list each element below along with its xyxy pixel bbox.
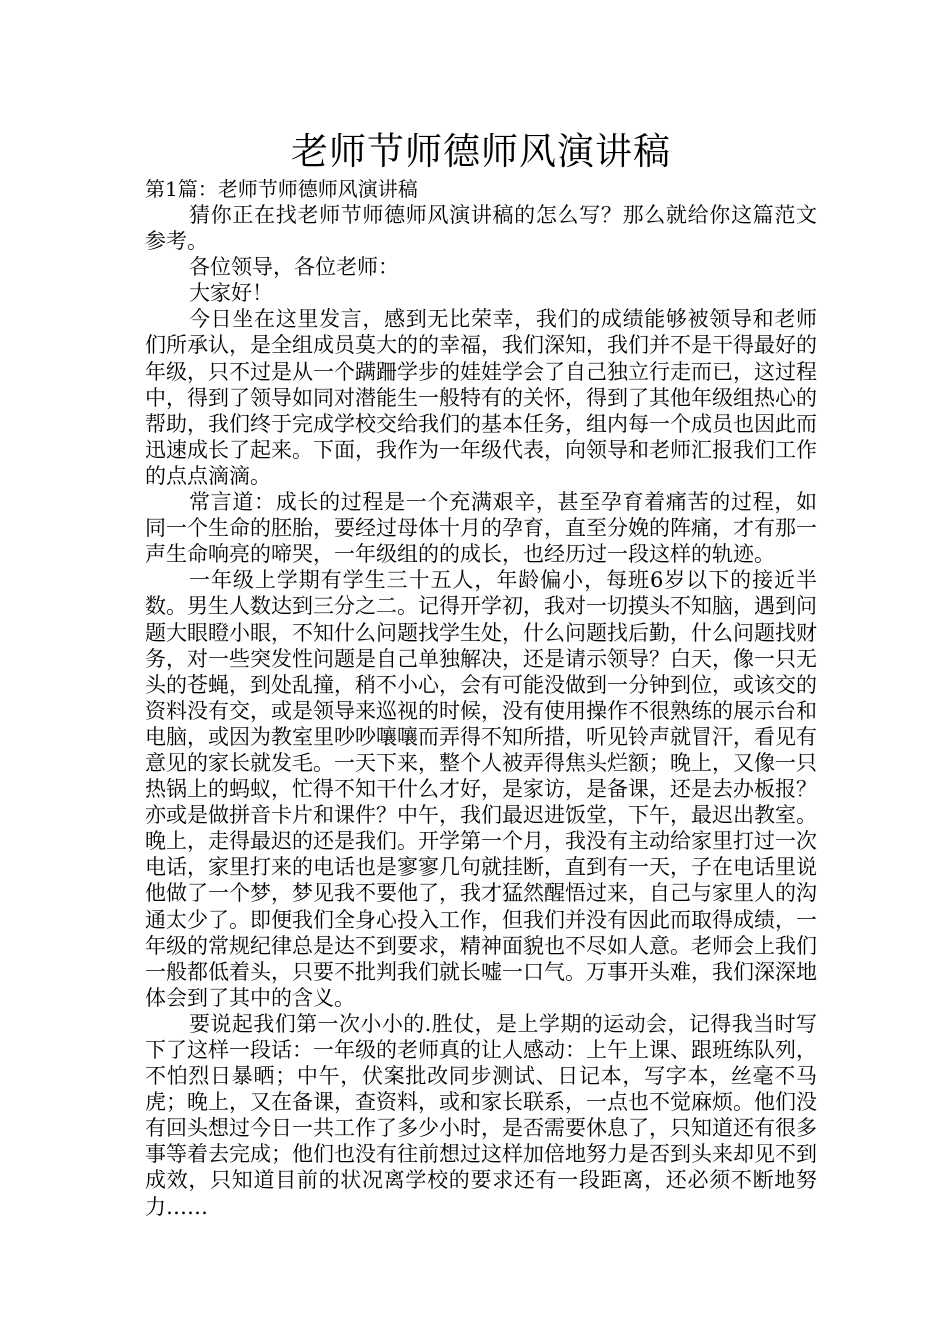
document-page [145, 128, 817, 1220]
paragraph-sports-meet: 要说起我们第一次小小的.胜仗，是上学期的运动会，记得我当时写下了这样一段话：一年级的老师真的让人感动：上午上课、跟班练队列，不怕烈日暴晒；中午，伏案批改同步测试、日记本，写字本，丝毫不马虎；晚上，又在备课，查资料，或和家长联系，一点也不觉麻烦。他们没有回头想过今日一共工作了多少小时，是否需要休息了，只知道还有很多事等着去完成；他们也没有往前想过这样加倍地努力是否到头来却见不到成效，只知道目前的状况离学校的要求还有一段距离，还必须不断地努力…… [145, 1011, 817, 1219]
paragraph-salutation: 各位领导，各位老师： [189, 255, 399, 280]
paragraph-first-semester: 一年级上学期有学生三十五人，年龄偏小，每班6岁以下的接近半数。男生人数达到三分之二。记得开学初，我对一切摸头不知脑，遇到问题大眼瞪小眼，不知什么问题找学生处，什么问题找后勤，什么问题找财务，对一些突发性问题是自己单独解决，还是请示领导？白天，像一只无头的苍蝇，到处乱撞，稍不小心，会有可能没做到一分钟到位，或该交的资料没有交，或是领导来巡视的时候，没有使用操作不很熟练的展示台和电脑，或因为教室里吵吵嚷嚷而弄得不知所措，听见铃声就冒汗，看见有意见的家长就发毛。一天下来，整个人被弄得焦头烂额；晚上，又像一只热锅上的蚂蚁，忙得不知干什么才好，是家访，是备课，还是去办板报？亦或是做拼音卡片和课件？中午，我们最迟进饭堂，下午，最迟出教室。晚上，走得最迟的还是我们。开学第一个月，我没有主动给家里打过一次电话，家里打来的电话也是寥寥几句就挂断，直到有一天，子在电话里说他做了一个梦，梦见我不要他了，我才猛然醒悟过来，自己与家里人的沟通太少了。即便我们全身心投入工作，但我们并没有因此而取得成绩，一年级的常规纪律总是达不到要求，精神面貌也不尽如人意。老师会上我们一般都低着头，只要不批判我们就长嘘一口气。万事开头难，我们深深地体会到了其中的含义。 [145, 568, 817, 1010]
paragraph-intro: 猜你正在找老师节师德师风演讲稿的怎么写？那么就给你这篇范文参考。 [145, 203, 817, 254]
document-title: 老师节师德师风演讲稿 [291, 130, 671, 173]
paragraph-greeting: 大家好！ [189, 281, 273, 306]
paragraph-opening: 今日坐在这里发言，感到无比荣幸，我们的成绩能够被领导和老师们所承认，是全组成员莫大的的幸福，我们深知，我们并不是干得最好的年级，只不过是从一个蹒跚学步的娃娃学会了自己独立行走而已，这过程中，得到了领导如同对潜能生一般特有的关怀，得到了其他年级组热心的帮助，我们终于完成学校交给我们的基本任务，组内每一个成员也因此而迅速成长了起来。下面，我作为一年级代表，向领导和老师汇报我们工作的点点滴滴。 [145, 307, 817, 488]
paragraph-growth: 常言道：成长的过程是一个充满艰辛，甚至孕育着痛苦的过程，如同一个生命的胚胎，要经过母体十月的孕育，直至分娩的阵痛，才有那一声生命响亮的啼哭，一年级组的的成长，也经历过一段这样的轨迹。 [145, 490, 817, 567]
section-heading: 第1篇：老师节师德师风演讲稿 [145, 177, 418, 201]
